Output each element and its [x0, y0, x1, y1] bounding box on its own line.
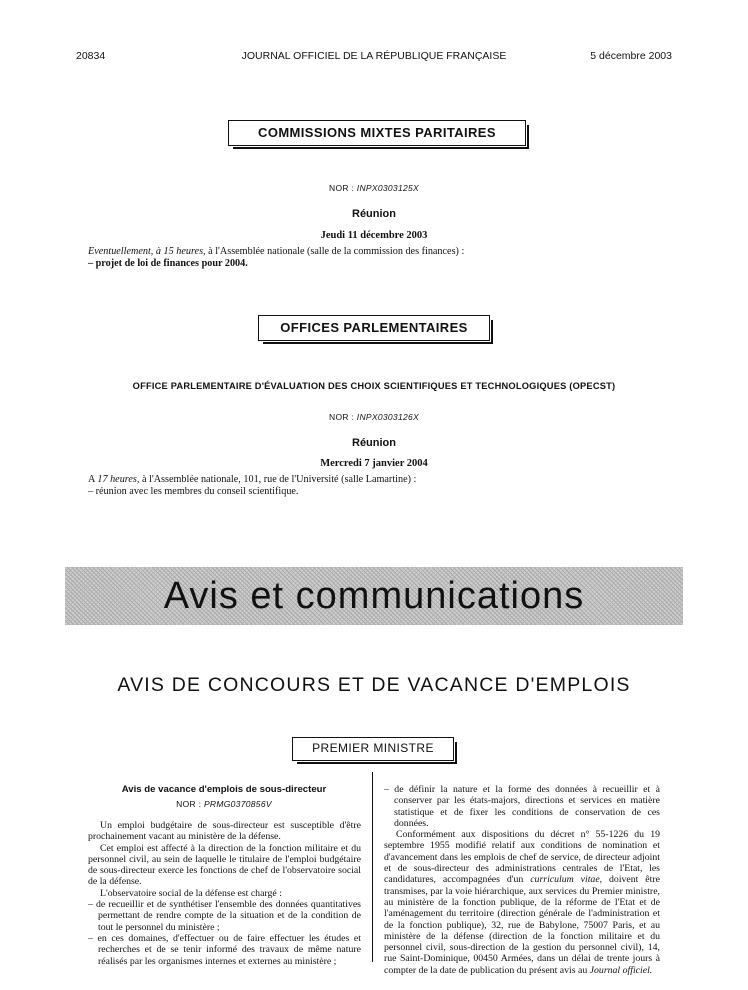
- reunion-heading-1: Réunion: [352, 208, 396, 220]
- agenda-time: 17 heures,: [97, 474, 140, 485]
- header-date: 5 décembre 2003: [590, 50, 672, 62]
- column-divider: [372, 772, 373, 962]
- office-name: OFFICE PARLEMENTAIRE D'ÉVALUATION DES CHOIX SCIENTIFIQUES ET TECHNOLOGIQUES (OPECST): [132, 381, 616, 391]
- agenda-line: [88, 474, 668, 486]
- meeting-date-2: Mercredi 7 janvier 2004: [320, 458, 428, 469]
- right-column: [384, 784, 660, 976]
- reunion-heading-2: Réunion: [352, 437, 396, 449]
- nor-label: NOR :: [329, 412, 355, 422]
- agenda-item: – réunion avec les membres du conseil scientifique.: [88, 486, 299, 498]
- left-column: [88, 820, 361, 967]
- paragraph-text: doivent être transmises, par la voie hiérarchique, aux services du Premier ministre, au ministère de la fonction publique, de la réforme de l'Etat et de l'aménagement du territoire (direction générale de l'administration et de la fonction publique), 32, rue de Babylone, 75007 Paris, et au ministère de la défense (direction de la fonction militaire et du personnel civil, sous-direction de la gestion du personnel civil), 14, rue Saint-Dominique, 00450 Armées, dans un délai de trente jours à compter de la date de publication du présent avis au: [384, 874, 660, 976]
- meeting-date-1: Jeudi 11 décembre 2003: [320, 230, 428, 241]
- agenda-place: à l'Assemblée nationale, 101, rue de l'Université (salle Lamartine) :: [141, 474, 417, 485]
- paragraph: [384, 829, 660, 976]
- nor-code: INPX0303125X: [356, 183, 419, 193]
- paragraph-text: Conformément aux dispositions du décret n° 55-1226 du 19 septembre 1955 modifié relatif aux conditions de nomination et d'avancement dans les emplois de chef de service, de directeur adjoint et de sous-directeur des administrations centrales de l'Etat, les candidatures, accompagnées d'un: [384, 829, 660, 886]
- article-title: Avis de vacance d'emplois de sous-directeur: [121, 784, 327, 795]
- paragraph-italic: curriculum vitae,: [530, 874, 603, 886]
- agenda-line: [88, 246, 668, 258]
- nor-line-1: [0, 183, 748, 193]
- section-title-commissions: COMMISSIONS MIXTES PARITAIRES: [228, 120, 526, 146]
- agenda-item: – projet de loi de finances pour 2004.: [88, 258, 248, 270]
- nor-code: PRMG0370856V: [203, 799, 272, 809]
- nor-label: NOR :: [176, 799, 202, 809]
- concours-heading: AVIS DE CONCOURS ET DE VACANCE D'EMPLOIS: [117, 674, 631, 696]
- agenda-place: à l'Assemblée nationale (salle de la commission des finances) :: [208, 246, 465, 257]
- section-title-offices: OFFICES PARLEMENTAIRES: [258, 315, 490, 341]
- journal-title: JOURNAL OFFICIEL DE LA RÉPUBLIQUE FRANÇAISE: [241, 50, 507, 62]
- page-number: 20834: [76, 50, 106, 62]
- nor-line-2: [0, 412, 748, 422]
- ministry-box: PREMIER MINISTRE: [292, 737, 454, 761]
- agenda-prefix: A: [88, 474, 95, 485]
- avis-banner: [65, 567, 683, 625]
- agenda-time: Eventuellement, à 15 heures,: [88, 246, 206, 257]
- agenda-2: [88, 474, 668, 498]
- paragraph: L'observatoire social de la défense est chargé :: [100, 887, 282, 899]
- nor-code: INPX0303126X: [356, 412, 419, 422]
- list-item: – en ces domaines, d'effectuer ou de faire effectuer les études et recherches et de se tenir informé des travaux de même nature réalisés par les organismes internes et externes au ministère ;: [88, 932, 361, 967]
- nor-label: NOR :: [329, 183, 355, 193]
- list-item: – de définir la nature et la forme des données à recueillir et à conserver par les états-majors, directions et services en matière statistique et de fixer les conditions de conservation de ces données.: [384, 784, 660, 829]
- banner-text: Avis et communications: [163, 575, 585, 617]
- paragraph: Un emploi budgétaire de sous-directeur est susceptible d'être prochainement vacant au ministère de la défense.: [88, 820, 361, 843]
- paragraph-italic: Journal officiel.: [589, 964, 653, 976]
- list-item: – de recueillir et de synthétiser l'ensemble des données quantitatives permettant de rendre compte de la situation et de la condition de tout le personnel du ministère ;: [88, 899, 361, 933]
- article-nor: [88, 799, 360, 809]
- agenda-1: [88, 246, 668, 270]
- paragraph: Cet emploi est affecté à la direction de la fonction militaire et du personnel civil, au sein de laquelle le titulaire de l'emploi budgétaire de sous-directeur exerce les fonctions de chef de l'observatoire social de la défense.: [88, 842, 361, 888]
